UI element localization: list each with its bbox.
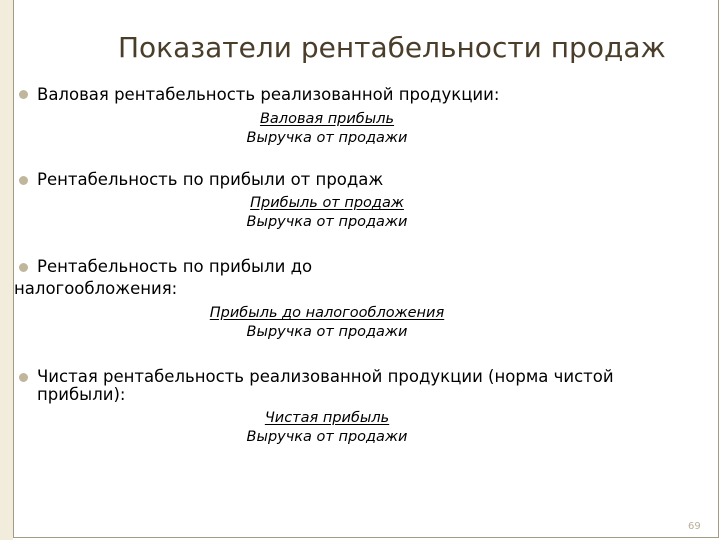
formula-denominator: Выручка от продажи: [246, 429, 408, 445]
formula-net-profitability: [177, 409, 477, 447]
formula-numerator: Прибыль от продаж: [250, 195, 404, 211]
formula-pretax-profitability: [177, 304, 477, 342]
formula-sales-profitability: [177, 194, 477, 232]
formula-numerator: Валовая прибыль: [259, 111, 395, 127]
bullet-text-line-1: Рентабельность по прибыли до: [37, 257, 313, 276]
bullet-gross-profitability: Валовая рентабельность реализованной продукции:: [37, 85, 500, 104]
bullet-pretax-profitability: [37, 258, 312, 276]
formula-denominator: Выручка от продажи: [246, 214, 408, 230]
page-number: 69: [688, 521, 701, 532]
formula-denominator: Выручка от продажи: [246, 324, 408, 340]
bullet-sales-profitability: Рентабельность по прибыли от продаж: [37, 170, 384, 189]
bullet-net-profitability-cont: прибыли):: [37, 385, 126, 404]
formula-numerator: Прибыль до налогообложения: [209, 305, 445, 321]
bullet-pretax-profitability-cont: налогообложения:: [14, 279, 178, 298]
slide-title: Показатели рентабельности продаж: [118, 31, 666, 64]
bullet-net-profitability: Чистая рентабельность реализованной продукции (норма чистой: [37, 367, 614, 386]
left-decor-band: [0, 0, 13, 540]
formula-numerator: Чистая прибыль: [264, 410, 390, 426]
bullet-icon: [19, 90, 28, 99]
bullet-icon: [19, 176, 28, 185]
formula-gross-profitability: [177, 110, 477, 148]
formula-denominator: Выручка от продажи: [246, 130, 408, 146]
bullet-icon: [19, 263, 28, 272]
bullet-icon: [19, 373, 28, 382]
